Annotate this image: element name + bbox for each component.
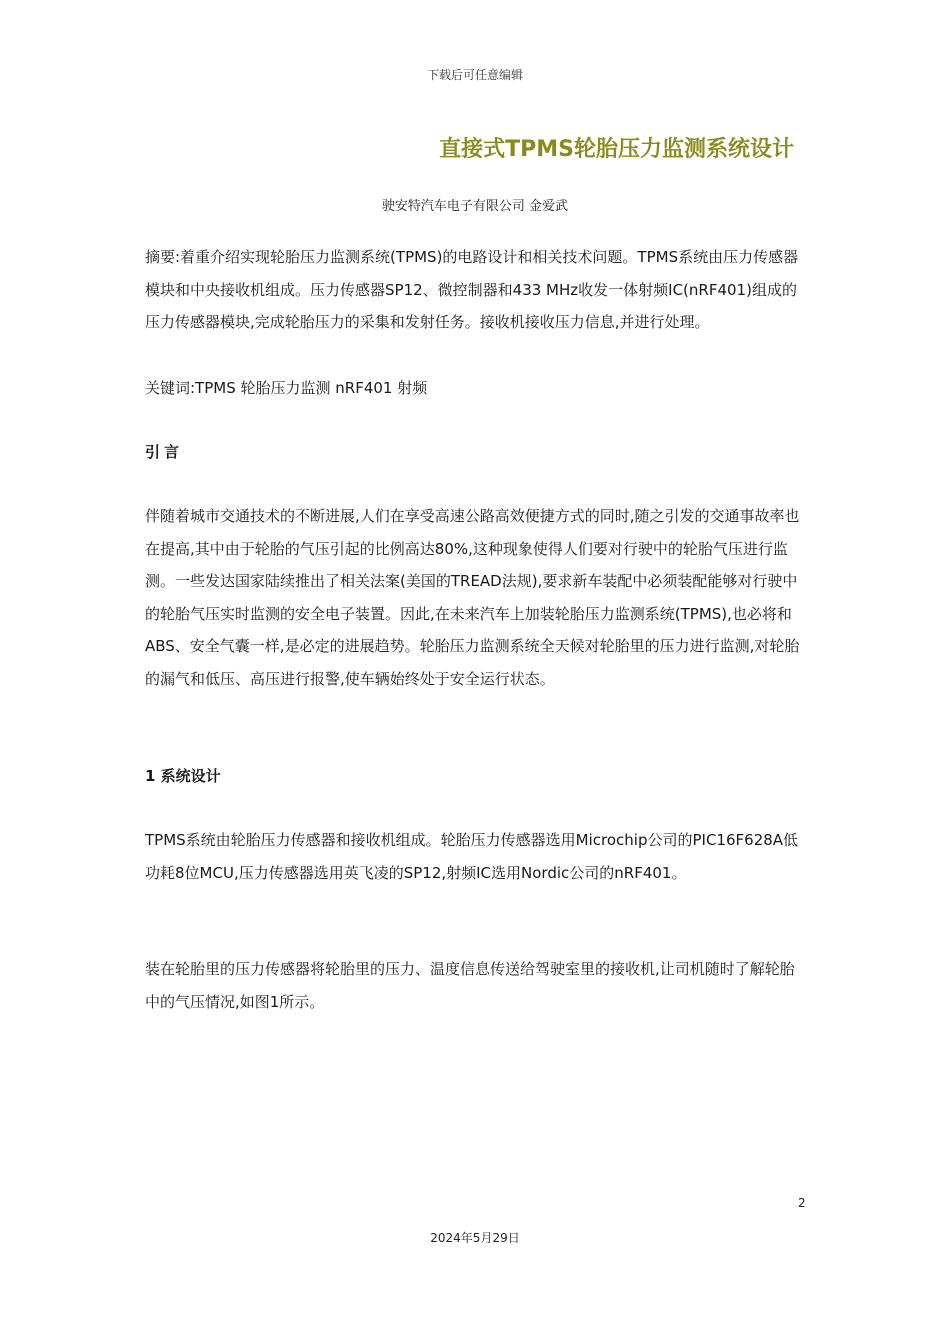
section-heading-system-design: 1 系统设计 bbox=[145, 767, 221, 785]
document-title: 直接式TPMS轮胎压力监测系统设计 bbox=[439, 137, 794, 162]
abstract-paragraph: 摘要:着重介绍实现轮胎压力监测系统(TPMS)的电路设计和相关技术问题。TPMS系统由压力传感器模块和中央接收机组成。压力传感器SP12、微控制器和433 MHz收发一体射频IC(nRF401)组成的压力传感器模块,完成轮胎压力的采集和发射任务。接收机接收压力信息,并进行处理。 bbox=[145, 248, 799, 332]
author-line: 驶安特汽车电子有限公司 金爱武 bbox=[381, 199, 569, 214]
page-number: 2 bbox=[798, 1196, 806, 1210]
system-design-paragraph-1: TPMS系统由轮胎压力传感器和接收机组成。轮胎压力传感器选用Microchip公司的PIC16F628A低功耗8位MCU,压力传感器选用英飞凌的SP12,射频IC选用Nordic公司的nRF401。 bbox=[145, 831, 799, 882]
section-heading-intro: 引言 bbox=[145, 443, 184, 461]
keywords-line: 关键词:TPMS 轮胎压力监测 nRF401 射频 bbox=[145, 379, 428, 397]
intro-paragraph: 伴随着城市交通技术的不断进展,人们在享受高速公路高效便捷方式的同时,随之引发的交通事故率也在提高,其中由于轮胎的气压引起的比例高达80%,这种现象使得人们要对行驶中的轮胎气压进行监测。一些发达国家陆续推出了相关法案(美国的TREAD法规),要求新车装配中必须装配能够对行驶中的轮胎气压实时监测的安全电子装置。因此,在未来汽车上加装轮胎压力监测系统(TPMS),也必将和ABS、安全气囊一样,是必定的进展趋势。轮胎压力监测系统全天候对轮胎里的压力进行监测,对轮胎的漏气和低压、高压进行报警,使车辆始终处于安全运行状态。 bbox=[145, 507, 800, 688]
system-design-paragraph-2: 装在轮胎里的压力传感器将轮胎里的压力、温度信息传送给驾驶室里的接收机,让司机随时了解轮胎中的气压情况,如图1所示。 bbox=[145, 960, 795, 1011]
header-note: 下载后可任意编辑 bbox=[426, 68, 523, 82]
footer-date: 2024年5月29日 bbox=[430, 1231, 520, 1245]
